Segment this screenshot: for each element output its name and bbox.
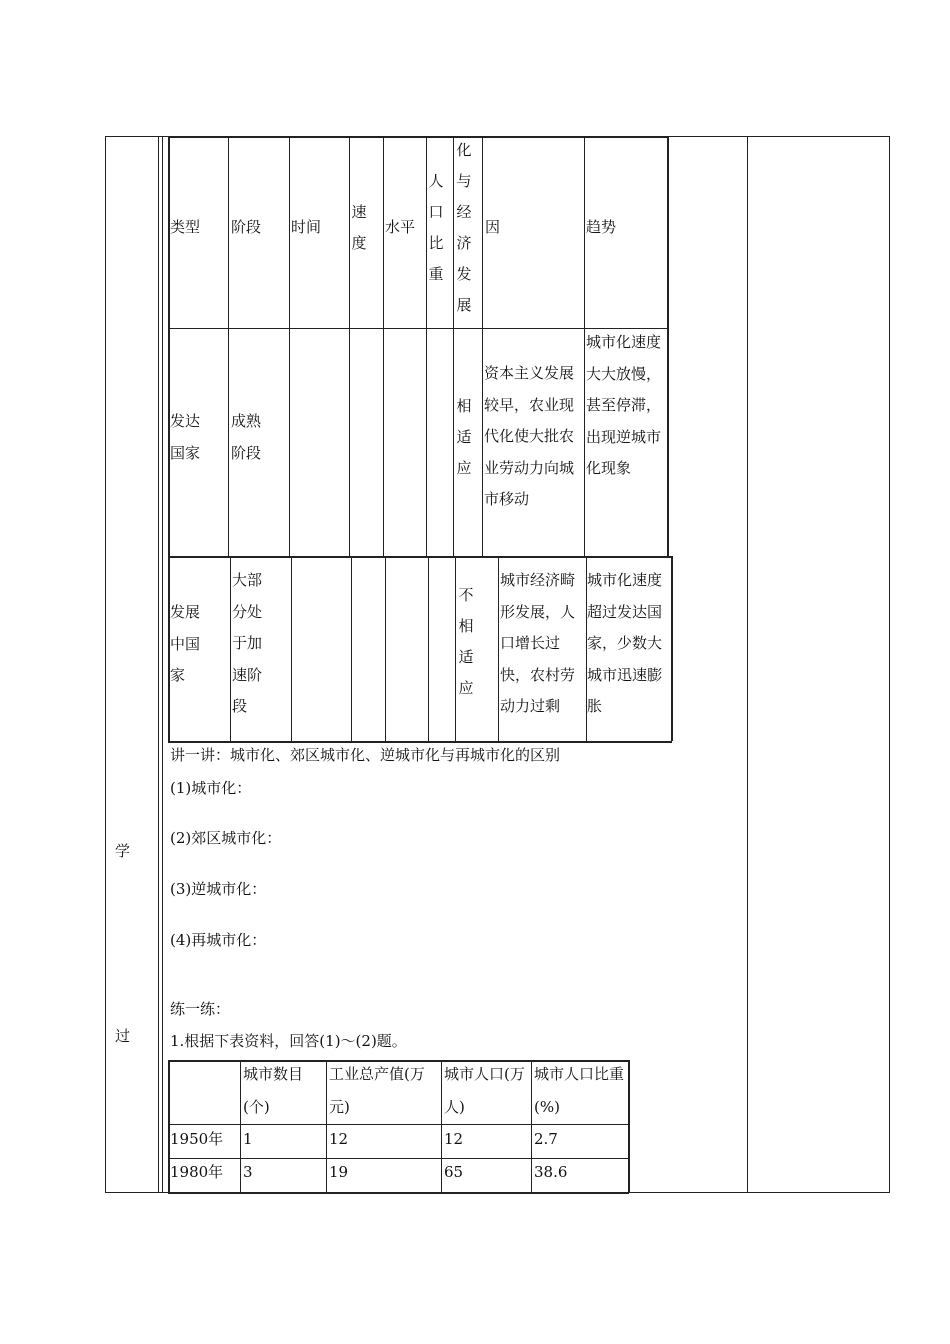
row-1980-year: 1980年 <box>170 1163 224 1181</box>
developed-trend: 城市化速度大大放慢，甚至停滞，出现逆城市化现象 <box>586 333 662 477</box>
header-stage: 阶段 <box>231 218 262 236</box>
header-speed: 速度 <box>351 203 367 252</box>
item-suburban-urbanization: (2)郊区城市化： <box>170 829 282 847</box>
developing-stage: 大部分处于加速阶段 <box>232 571 263 715</box>
header-econ: 化与经济发展 <box>456 141 472 314</box>
header-level: 水平 <box>385 218 416 236</box>
row-1980-population: 65 <box>444 1163 464 1181</box>
developed-stage: 成熟阶段 <box>231 412 262 462</box>
item-re-urbanization: (4)再城市化： <box>170 931 267 949</box>
header-trend: 趋势 <box>586 218 617 236</box>
row-1980-output: 19 <box>329 1163 349 1181</box>
row-1980-ratio: 38.6 <box>534 1163 568 1181</box>
developing-econ: 不相适应 <box>458 586 474 697</box>
row-1950-population: 12 <box>444 1130 464 1148</box>
item-counter-urbanization: (3)逆城市化： <box>170 880 267 898</box>
developed-cause: 资本主义发展较早，农业现代化使大批农业劳动力向城市移动 <box>484 364 575 508</box>
developing-cause: 城市经济畸形发展，人口增长过快，农村劳动力过剩 <box>500 571 576 715</box>
col-header-industrial-output: 工业总产值(万元) <box>329 1065 425 1116</box>
header-time: 时间 <box>291 218 322 236</box>
header-cause: 因 <box>485 218 501 236</box>
row-1950-ratio: 2.7 <box>534 1130 558 1148</box>
header-type: 类型 <box>170 218 201 236</box>
col-header-city-count: 城市数目(个) <box>243 1065 304 1116</box>
col-header-urban-ratio: 城市人口比重(%) <box>534 1065 625 1116</box>
item-urbanization: (1)城市化： <box>170 779 252 797</box>
row-1950-year: 1950年 <box>170 1130 224 1148</box>
row-1950-output: 12 <box>329 1130 349 1148</box>
developed-type: 发达国家 <box>170 412 201 462</box>
row-1980-city-count: 3 <box>243 1163 253 1181</box>
developed-econ: 相适应 <box>456 397 472 477</box>
side-label-process: 过 <box>115 1027 131 1045</box>
header-population: 人口比重 <box>428 172 444 283</box>
question-text: 1.根据下表资料，回答(1)～(2)题。 <box>170 1032 407 1050</box>
side-label-study: 学 <box>115 842 131 860</box>
developing-trend: 城市化速度超过发达国家，少数大城市迅速膨胀 <box>587 571 663 715</box>
practice-heading: 练一练： <box>170 1000 231 1018</box>
col-header-urban-population: 城市人口(万人) <box>444 1065 525 1116</box>
developing-type: 发展中国家 <box>170 603 201 684</box>
talk-heading: 讲一讲：城市化、郊区城市化、逆城市化与再城市化的区别 <box>170 746 561 764</box>
row-1950-city-count: 1 <box>243 1130 253 1148</box>
